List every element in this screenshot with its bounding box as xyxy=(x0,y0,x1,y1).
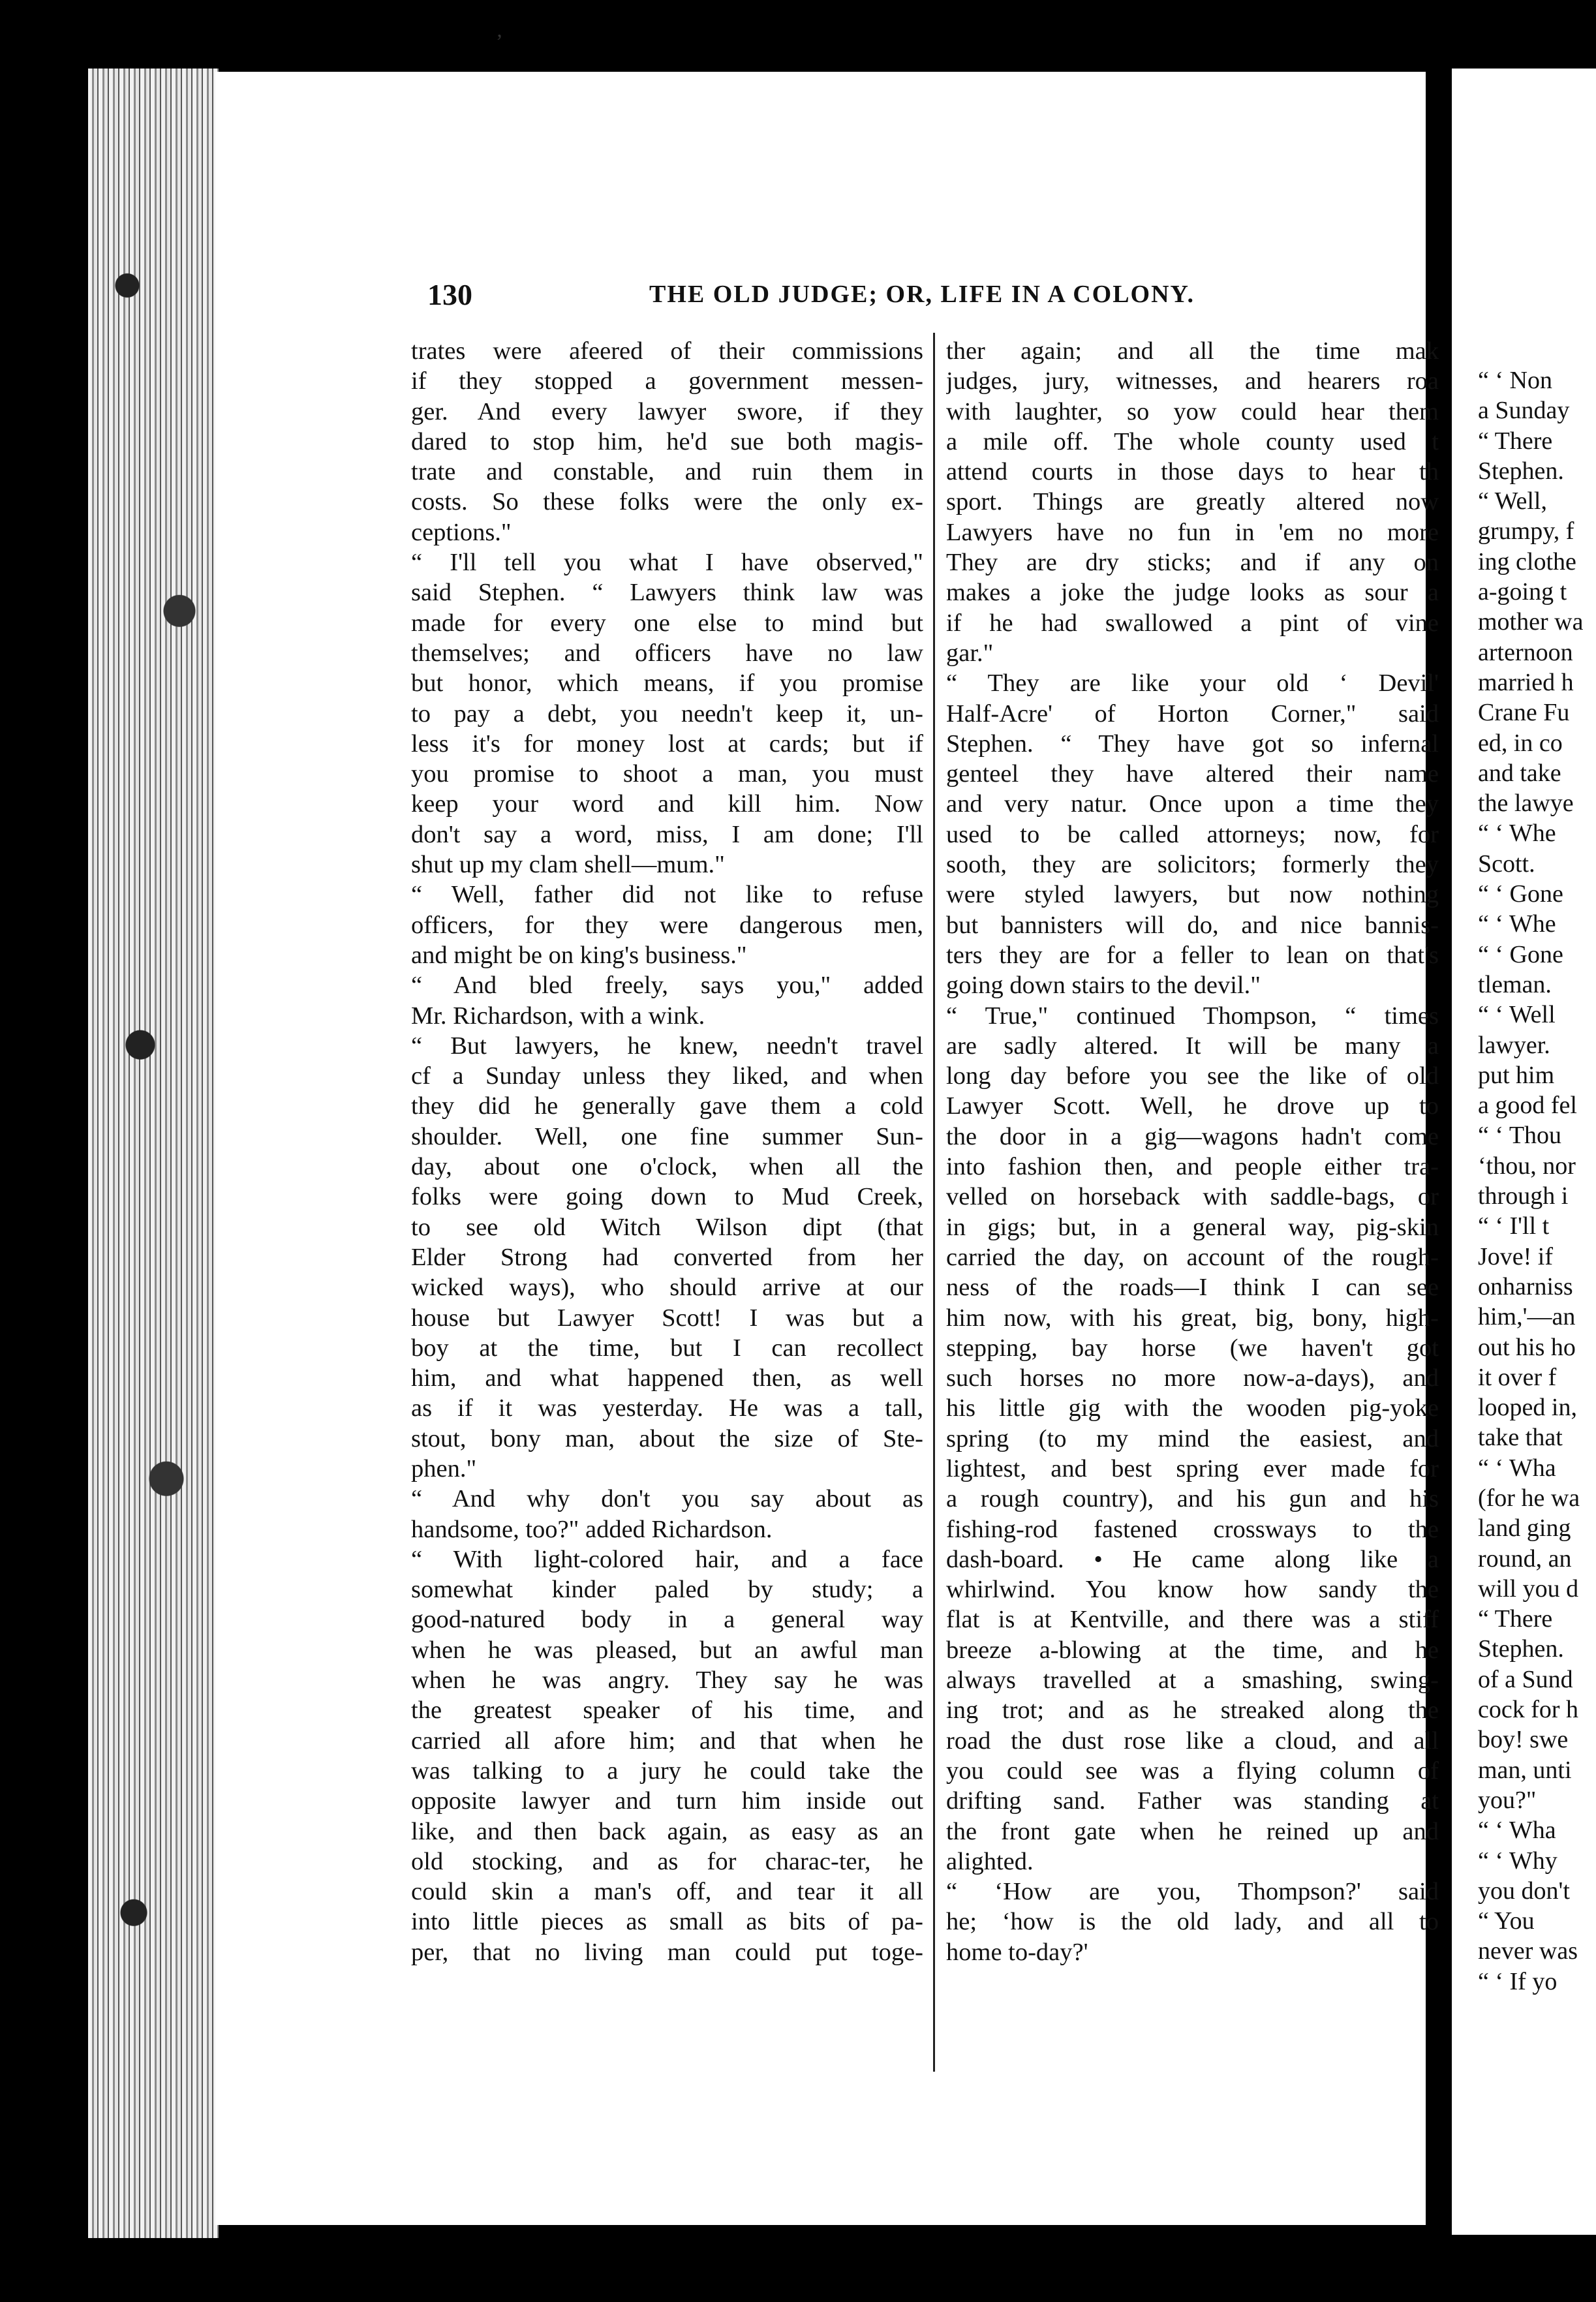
text-line: trate and constable, and ruin them in xyxy=(411,458,923,486)
next-page-line: will you d xyxy=(1478,1574,1579,1603)
next-page-line: “ There xyxy=(1478,1605,1553,1633)
text-line: officers, for they were dangerous men, xyxy=(411,911,923,939)
text-line: ness of the roads—I think I can see xyxy=(946,1274,1439,1302)
next-page-line: a Sunday xyxy=(1478,397,1570,425)
next-page-line: the lawye xyxy=(1478,790,1574,818)
next-page-line: looped in, xyxy=(1478,1394,1577,1422)
text-line: the greatest speaker of his time, and xyxy=(411,1696,923,1725)
text-line: as if it was yesterday. He was a tall, xyxy=(411,1394,923,1422)
text-line: long day before you see the like of old xyxy=(946,1062,1439,1090)
text-line: folks were going down to Mud Creek, xyxy=(411,1183,923,1211)
text-line: spring (to my mind the easiest, and xyxy=(946,1424,1439,1452)
text-line: “ True," continued Thompson, “ times xyxy=(946,1002,1439,1030)
text-line: old stocking, and as for charac-ter, he xyxy=(411,1847,923,1875)
next-page-line: “ ‘ Gone xyxy=(1478,940,1563,968)
text-line: wicked ways), who should arrive at our xyxy=(411,1274,923,1302)
text-column-right xyxy=(946,336,1439,2046)
text-line: carried the day, on account of the rough- xyxy=(946,1243,1439,1271)
text-line: boy at the time, but I can recollect xyxy=(411,1334,923,1362)
text-line: good-natured body in a general way xyxy=(411,1606,923,1634)
text-line: less it's for money lost at cards; but if xyxy=(411,729,923,758)
text-line: sooth, they are solicitors; formerly they xyxy=(946,851,1439,879)
text-line: keep your word and kill him. Now xyxy=(411,790,923,818)
next-page-line: a good fel xyxy=(1478,1092,1577,1120)
text-line: they did he generally gave them a cold xyxy=(411,1092,923,1120)
text-line: him now, with his great, big, bony, high- xyxy=(946,1304,1439,1332)
text-line: opposite lawyer and turn him inside out xyxy=(411,1787,923,1815)
next-page-line: married h xyxy=(1478,668,1574,696)
text-line: lightest, and best spring ever made for xyxy=(946,1454,1439,1482)
text-line: were styled lawyers, but now nothing xyxy=(946,881,1439,909)
text-line: him, and what happened then, as well xyxy=(411,1364,923,1392)
text-line: per, that no living man could put toge- xyxy=(411,1938,923,1966)
next-page-line: onharniss xyxy=(1478,1272,1573,1300)
next-page-line: you don't xyxy=(1478,1877,1570,1905)
text-line: you could see was a flying column of xyxy=(946,1757,1439,1785)
next-page-line: land ging xyxy=(1478,1514,1571,1542)
text-line: to pay a debt, you needn't keep it, un- xyxy=(411,699,923,728)
text-line: They are dry sticks; and if any on xyxy=(946,549,1439,577)
next-page-line: ‘thou, nor xyxy=(1478,1152,1576,1180)
text-line: Lawyers have no fun in 'em no more xyxy=(946,518,1439,546)
next-page-line: of a Sund xyxy=(1478,1665,1573,1693)
text-line: “ I'll tell you what I have observed," xyxy=(411,549,923,577)
text-line: ters they are for a feller to lean on that's xyxy=(946,941,1439,969)
text-line: like, and then back again, as easy as an xyxy=(411,1817,923,1845)
text-line: alighted. xyxy=(946,1847,1034,1875)
text-line: if they stopped a government messen- xyxy=(411,367,923,395)
next-page-line: (for he wa xyxy=(1478,1484,1580,1512)
text-line: breeze a-blowing at the time, and he xyxy=(946,1636,1439,1664)
text-line: if he had swallowed a pint of vine xyxy=(946,609,1439,637)
text-line: drifting sand. Father was standing at xyxy=(946,1787,1439,1815)
text-line: cf a Sunday unless they liked, and when xyxy=(411,1062,923,1090)
text-line: themselves; and officers have no law xyxy=(411,639,923,667)
text-line: ger. And every lawyer swore, if they xyxy=(411,397,923,425)
next-page-line: round, an xyxy=(1478,1544,1572,1573)
text-line: road the dust rose like a cloud, and all xyxy=(946,1726,1439,1755)
text-line: such horses no more now-a-days), and xyxy=(946,1364,1439,1392)
next-page-line: through i xyxy=(1478,1182,1569,1210)
text-line: handsome, too?" added Richardson. xyxy=(411,1515,773,1543)
text-line: are sadly altered. It will be many a xyxy=(946,1032,1439,1060)
next-page-line: lawyer. xyxy=(1478,1031,1550,1059)
text-line: house but Lawyer Scott! I was but a xyxy=(411,1304,923,1332)
next-page-line: “ ‘ Why xyxy=(1478,1847,1558,1875)
next-page-line: him,'—an xyxy=(1478,1303,1576,1331)
next-page-text xyxy=(1478,365,1583,1997)
text-line: his little gig with the wooden pig-yoke xyxy=(946,1394,1439,1422)
text-line: stout, bony man, about the size of Ste- xyxy=(411,1424,923,1452)
text-line: to see old Witch Wilson dipt (that xyxy=(411,1213,923,1241)
text-line: dared to stop him, he'd sue both magis- xyxy=(411,427,923,455)
text-line: a rough country), and his gun and his xyxy=(946,1485,1439,1513)
text-line: stepping, bay horse (we haven't got xyxy=(946,1334,1439,1362)
next-page-line: a-going t xyxy=(1478,578,1567,606)
text-line: sport. Things are greatly altered now xyxy=(946,488,1439,516)
scan-speck: ’ xyxy=(496,29,503,53)
text-line: shut up my clam shell—mum." xyxy=(411,851,725,879)
next-page-line: “ ‘ Well xyxy=(1478,1001,1556,1029)
next-page-line: “ ‘ Wha xyxy=(1478,1817,1556,1845)
text-line: Half-Acre' of Horton Corner," said xyxy=(946,699,1439,728)
text-line: you promise to shoot a man, you must xyxy=(411,760,923,788)
next-page-line: put him xyxy=(1478,1061,1555,1089)
next-page-line: “ ‘ Gone xyxy=(1478,880,1563,908)
text-line: costs. So these folks were the only ex- xyxy=(411,488,923,516)
book-page-edge xyxy=(88,69,219,2238)
text-line: carried all afore him; and that when he xyxy=(411,1726,923,1755)
text-line: makes a joke the judge looks as sour a xyxy=(946,579,1439,607)
text-line: “ And bled freely, says you," added xyxy=(411,972,923,1000)
text-line: but honor, which means, if you promise xyxy=(411,669,923,698)
next-page-line: “ You xyxy=(1478,1907,1535,1935)
text-line: ceptions." xyxy=(411,518,512,546)
text-line: when he was angry. They say he was xyxy=(411,1666,923,1695)
text-line: into little pieces as small as bits of pa- xyxy=(411,1908,923,1936)
text-line: flat is at Kentville, and there was a stiff xyxy=(946,1606,1439,1634)
next-page-line: “ ‘ Wha xyxy=(1478,1454,1556,1482)
text-line: a mile off. The whole county used t xyxy=(946,427,1439,455)
text-line: dash-board. • He came along like a xyxy=(946,1545,1439,1573)
text-line: “ And why don't you say about as xyxy=(411,1485,923,1513)
text-line: ing trot; and as he streaked along the xyxy=(946,1696,1439,1725)
next-page-line: you?" xyxy=(1478,1786,1537,1814)
text-line: going down stairs to the devil." xyxy=(946,972,1261,1000)
text-line: ther again; and all the time mak xyxy=(946,337,1439,365)
text-line: and might be on king's business." xyxy=(411,941,747,969)
next-page-line: take that xyxy=(1478,1424,1563,1452)
text-line: gar." xyxy=(946,639,994,667)
text-line: fishing-rod fastened crossways to the xyxy=(946,1515,1439,1543)
text-column-left xyxy=(411,336,923,2046)
next-page-line: Crane Fu xyxy=(1478,699,1570,727)
text-line: “ But lawyers, he knew, needn't travel xyxy=(411,1032,923,1060)
next-page-line: Scott. xyxy=(1478,850,1535,878)
text-line: “ ‘How are you, Thompson?' said xyxy=(946,1878,1439,1906)
next-page-line: ed, in co xyxy=(1478,729,1563,757)
text-line: attend courts in those days to hear th xyxy=(946,458,1439,486)
next-page-line: mother wa xyxy=(1478,608,1584,636)
next-page-line: never was xyxy=(1478,1937,1578,1965)
next-page-line: cock for h xyxy=(1478,1696,1579,1724)
next-page-line: ing clothe xyxy=(1478,547,1576,576)
text-line: was talking to a jury he could take the xyxy=(411,1757,923,1785)
next-page-line: “ ‘ Whe xyxy=(1478,910,1556,938)
page-header xyxy=(427,277,1373,323)
text-line: Stephen. “ They have got so infernal xyxy=(946,729,1439,758)
next-page-line: grumpy, f xyxy=(1478,517,1574,545)
text-line: home to-day?' xyxy=(946,1938,1088,1966)
text-line: Lawyer Scott. Well, he drove up to xyxy=(946,1092,1439,1120)
text-line: always travelled at a smashing, swing- xyxy=(946,1666,1439,1695)
column-divider xyxy=(933,333,935,2072)
next-page-line: it over f xyxy=(1478,1363,1557,1391)
text-line: could skin a man's off, and tear it all xyxy=(411,1878,923,1906)
text-line: he; ‘how is the old lady, and all to xyxy=(946,1908,1439,1936)
text-line: used to be called attorneys; now, for xyxy=(946,820,1439,848)
next-page-line: tleman. xyxy=(1478,970,1552,998)
text-line: into fashion then, and people either tra- xyxy=(946,1153,1439,1181)
text-line: don't say a word, miss, I am done; I'll xyxy=(411,820,923,848)
text-line: in gigs; but, in a general way, pig-skin xyxy=(946,1213,1439,1241)
text-line: whirlwind. You know how sandy the xyxy=(946,1576,1439,1604)
text-line: the door in a gig—wagons hadn't come xyxy=(946,1122,1439,1150)
text-line: judges, jury, witnesses, and hearers roa xyxy=(946,367,1439,395)
next-page-line: Stephen. xyxy=(1478,1635,1564,1663)
next-page-line: “ ‘ Whe xyxy=(1478,820,1556,848)
text-line: Elder Strong had converted from her xyxy=(411,1243,923,1271)
text-line: genteel they have altered their name xyxy=(946,760,1439,788)
text-line: day, about one o'clock, when all the xyxy=(411,1153,923,1181)
text-line: made for every one else to mind but xyxy=(411,609,923,637)
text-line: said Stephen. “ Lawyers think law was xyxy=(411,579,923,607)
page-number: 130 xyxy=(427,278,472,311)
text-line: somewhat kinder paled by study; a xyxy=(411,1576,923,1604)
text-line: shoulder. Well, one fine summer Sun- xyxy=(411,1122,923,1150)
text-line: but bannisters will do, and nice bannis- xyxy=(946,911,1439,939)
text-line: Mr. Richardson, with a wink. xyxy=(411,1002,705,1030)
text-line: the front gate when he reined up and xyxy=(946,1817,1439,1845)
text-line: with laughter, so yow could hear them xyxy=(946,397,1439,425)
text-line: when he was pleased, but an awful man xyxy=(411,1636,923,1664)
next-page-line: boy! swe xyxy=(1478,1726,1569,1754)
next-page-line: “ ‘ I'll t xyxy=(1478,1212,1550,1240)
text-line: and very natur. Once upon a time they xyxy=(946,790,1439,818)
text-line: phen." xyxy=(411,1454,477,1482)
text-line: “ They are like your old ‘ Devil' xyxy=(946,669,1439,698)
running-title: THE OLD JUDGE; OR, LIFE IN A COLONY. xyxy=(649,281,1195,308)
next-page-line: man, unti xyxy=(1478,1756,1572,1784)
next-page-line: “ ‘ Non xyxy=(1478,367,1552,394)
next-page-line: “ ‘ Thou xyxy=(1478,1122,1562,1150)
next-page-line: out his ho xyxy=(1478,1333,1576,1361)
next-page-line: Stephen. xyxy=(1478,457,1564,485)
next-page-line: “ There xyxy=(1478,427,1553,455)
next-page-line: “ Well, xyxy=(1478,487,1547,515)
text-line: “ Well, father did not like to refuse xyxy=(411,881,923,909)
next-page-line: “ ‘ If yo xyxy=(1478,1967,1558,1995)
text-line: “ With light-colored hair, and a face xyxy=(411,1545,923,1573)
next-page-line: arternoon xyxy=(1478,638,1573,666)
next-page-line: and take xyxy=(1478,759,1561,787)
text-line: trates were afeered of their commissions xyxy=(411,337,923,365)
text-line: velled on horseback with saddle-bags, or xyxy=(946,1183,1439,1211)
next-page-line: Jove! if xyxy=(1478,1242,1554,1270)
